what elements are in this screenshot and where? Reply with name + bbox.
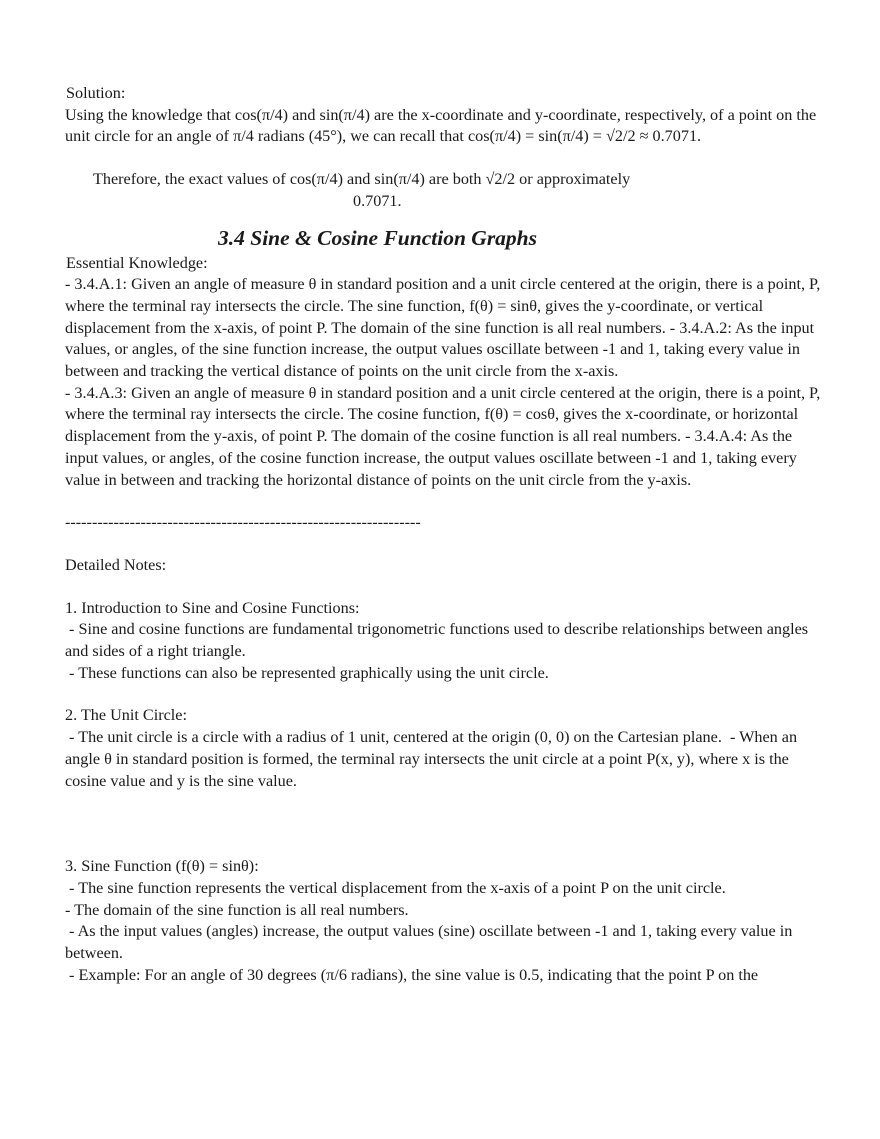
unit-circle-body: - The unit circle is a circle with a radius of 1 unit, centered at the origin (0, 0) on the Cartesian plane. - When an angle θ in standard position is formed, the terminal ray intersects the unit circle at a point P(x, y), where x is the cosine value and y is the sine value. xyxy=(65,728,802,790)
spacer xyxy=(65,792,825,856)
document-page xyxy=(65,83,825,987)
sine-bullet-3: - As the input values (angles) increase, the output values (sine) oscillate between -1 and 1, taking every value in between. xyxy=(65,922,797,963)
intro-bullet-2: - These functions can also be represented graphically using the unit circle. xyxy=(65,663,549,682)
sine-bullet-1: - The sine function represents the vertical displacement from the x-axis of a point P on the unit circle. xyxy=(65,878,726,897)
detailed-notes-label: Detailed Notes: xyxy=(65,555,167,574)
essential-knowledge-item-2: - 3.4.A.3: Given an angle of measure θ in standard position and a unit circle centered at the origin, there is a point, P, where the terminal ray intersects the circle. The cosine function, f(θ) = cosθ, gives the x-coordinate, or horizontal displacement from the y-axis, of point P. The domain of the cosine function is all real numbers. - 3.4.A.4: As the input values, or angles, of the cosine function increase, the output values oscillate between -1 and 1, taking every value in between and tracking the horizontal distance of points on the unit circle from the y-axis. xyxy=(65,383,825,489)
sine-heading: 3. Sine Function (f(θ) = sinθ): xyxy=(65,857,259,876)
intro-heading: 1. Introduction to Sine and Cosine Functions: xyxy=(65,598,360,617)
essential-knowledge-item-1: - 3.4.A.1: Given an angle of measure θ in standard position and a unit circle centered at the origin, there is a point, P, where the terminal ray intersects the circle. The sine function, f(θ) = sinθ, gives the y-coordinate, or vertical displacement from the x-axis, of point P. The domain of the sine function is all real numbers. - 3.4.A.2: As the input values, or angles, of the sine function increase, the output values oscillate between -1 and 1, taking every value in between and tracking the vertical distance of points on the unit circle from the x-axis. xyxy=(65,275,825,381)
sine-bullet-4: - Example: For an angle of 30 degrees (π/6 radians), the sine value is 0.5, indicating that the point P on the xyxy=(65,965,759,984)
sine-bullet-2: - The domain of the sine function is all real numbers. xyxy=(65,900,409,919)
spacer xyxy=(65,148,825,169)
intro-bullet-1: - Sine and cosine functions are fundamental trigonometric functions used to describe relationships between angles and sides of a right triangle. xyxy=(65,620,813,661)
unit-circle-heading: 2. The Unit Circle: xyxy=(65,706,187,725)
section-title: 3.4 Sine & Cosine Function Graphs xyxy=(218,225,538,250)
spacer xyxy=(65,534,825,555)
spacer xyxy=(65,491,825,512)
solution-conclusion-line2: 0.7071. xyxy=(353,191,402,210)
spacer xyxy=(65,577,825,598)
solution-label: Solution: xyxy=(66,84,126,102)
solution-conclusion-line1: Therefore, the exact values of cos(π/4) and sin(π/4) are both √2/2 or approximately xyxy=(93,170,631,189)
essential-knowledge-label: Essential Knowledge: xyxy=(66,253,208,272)
spacer xyxy=(65,684,825,705)
divider-line: ------------------------------------------------------------------ xyxy=(65,513,421,532)
solution-body: Using the knowledge that cos(π/4) and sin(π/4) are the x-coordinate and y-coordinate, respectively, of a point on the unit circle for an angle of π/4 radians (45°), we can recall that cos(π/4) = sin(π/4) = √2/2 ≈ 0.7071. xyxy=(65,105,821,146)
